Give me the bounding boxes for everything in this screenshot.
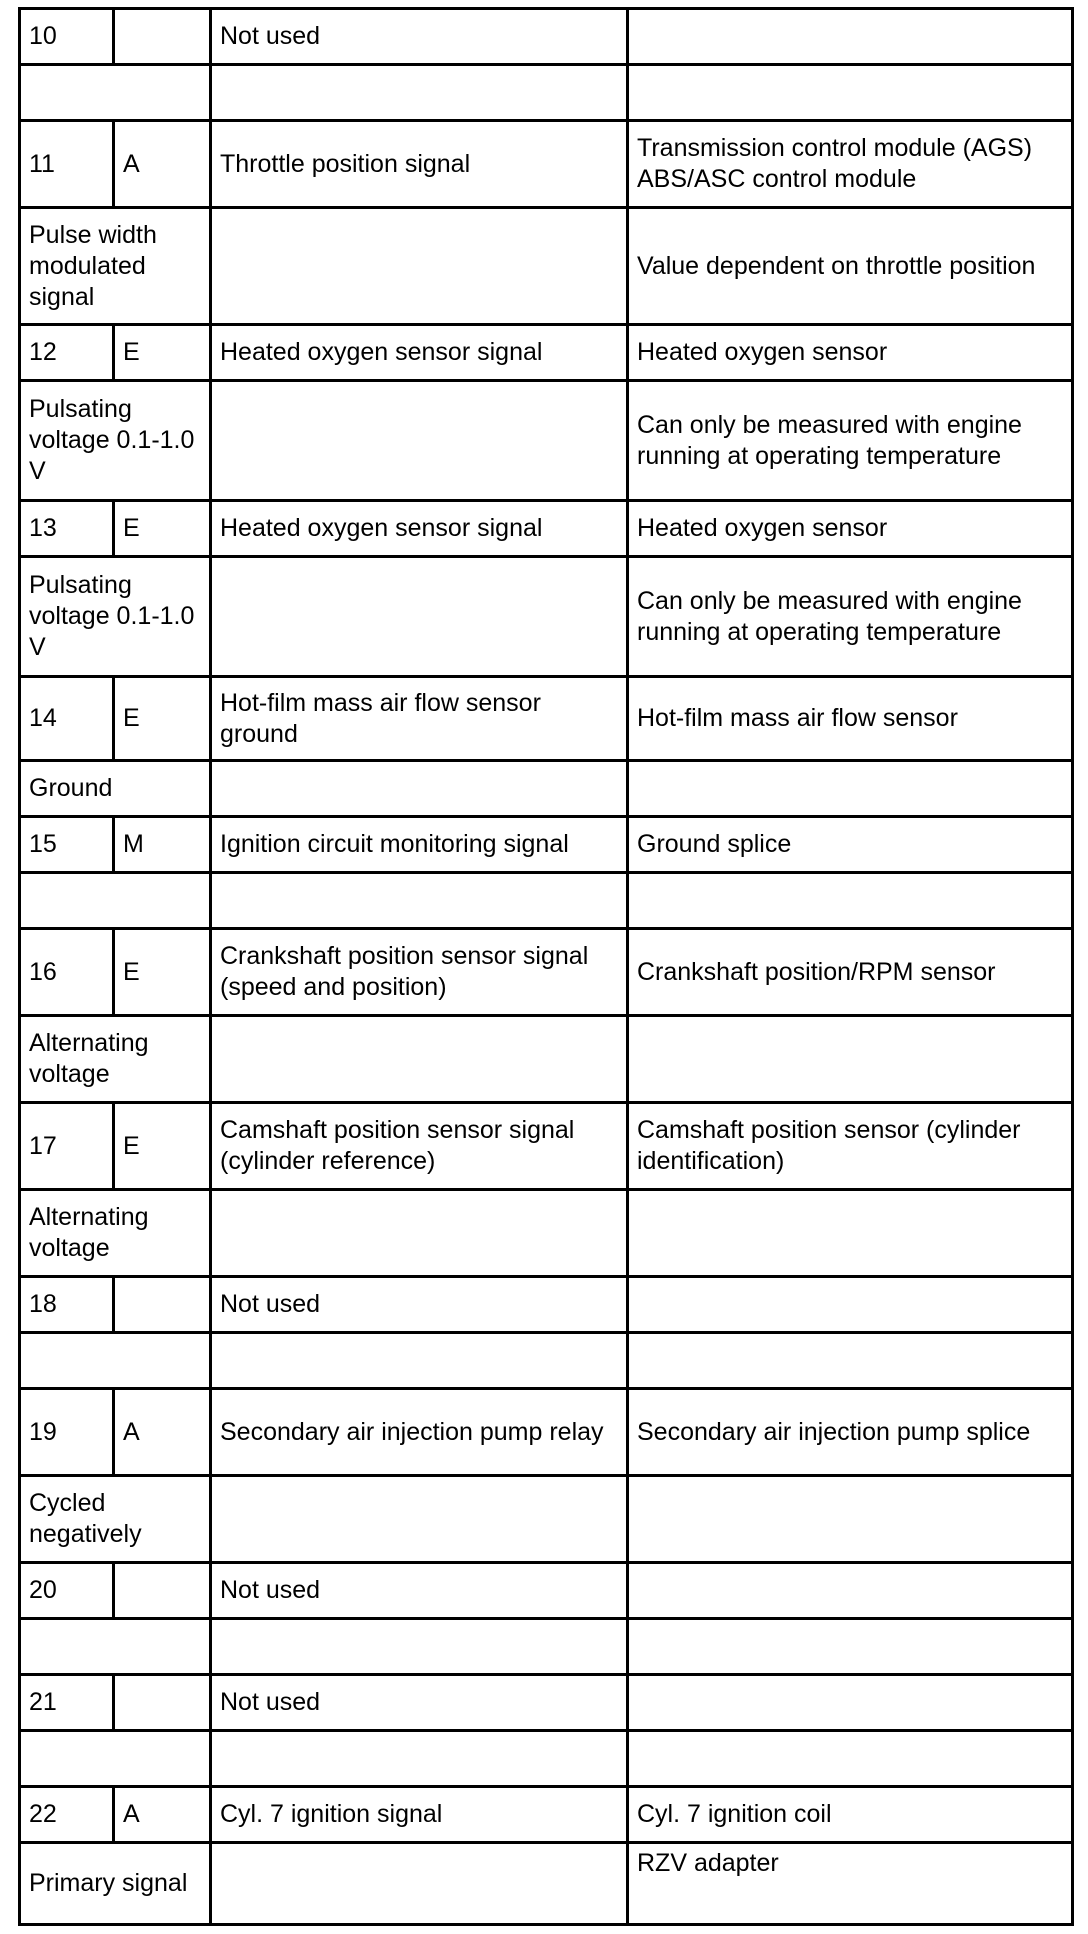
signal-type-cell: E (114, 501, 211, 557)
empty-cell (211, 557, 628, 677)
note-detail-cell (628, 1016, 1073, 1103)
signal-type-cell: A (114, 1389, 211, 1476)
table-row (20, 325, 1073, 381)
signal-note-cell: Pulsating voltage 0.1-1.0 V (20, 557, 211, 677)
table-row (20, 501, 1073, 557)
table-row (20, 1389, 1073, 1476)
signal-type-cell: E (114, 677, 211, 761)
pin-number-cell: 19 (20, 1389, 114, 1476)
signal-note-cell: Pulse width modulated signal (20, 208, 211, 325)
empty-cell (211, 1016, 628, 1103)
empty-cell (211, 65, 628, 121)
table-row (20, 817, 1073, 873)
component-cell (628, 1675, 1073, 1731)
signal-note-cell (20, 1333, 211, 1389)
empty-cell (211, 1333, 628, 1389)
component-cell (628, 9, 1073, 65)
pin-number-cell: 15 (20, 817, 114, 873)
description-cell: Crankshaft position sensor signal (speed and position) (211, 929, 628, 1016)
description-cell: Heated oxygen sensor signal (211, 501, 628, 557)
signal-type-cell: E (114, 929, 211, 1016)
signal-note-cell (20, 1731, 211, 1787)
table-row (20, 208, 1073, 325)
note-detail-cell: Value dependent on throttle position (628, 208, 1073, 325)
table-row (20, 1619, 1073, 1675)
table-row (20, 1675, 1073, 1731)
table-row (20, 1843, 1073, 1925)
component-cell: Ground splice (628, 817, 1073, 873)
note-detail-cell (628, 65, 1073, 121)
empty-cell (211, 1619, 628, 1675)
table-row (20, 929, 1073, 1016)
table-row (20, 1277, 1073, 1333)
note-detail-cell (628, 1731, 1073, 1787)
table-row (20, 381, 1073, 501)
description-cell: Not used (211, 1277, 628, 1333)
component-cell: Crankshaft position/RPM sensor (628, 929, 1073, 1016)
pin-number-cell: 14 (20, 677, 114, 761)
signal-type-cell (114, 1675, 211, 1731)
signal-note-cell: Primary signal (20, 1843, 211, 1925)
description-cell: Hot-film mass air flow sensor ground (211, 677, 628, 761)
description-cell: Not used (211, 1675, 628, 1731)
note-detail-cell (628, 1333, 1073, 1389)
empty-cell (211, 873, 628, 929)
component-cell: Transmission control module (AGS) ABS/ASC control module (628, 121, 1073, 208)
pin-number-cell: 11 (20, 121, 114, 208)
component-cell (628, 1563, 1073, 1619)
pin-number-cell: 18 (20, 1277, 114, 1333)
description-cell: Secondary air injection pump relay (211, 1389, 628, 1476)
signal-type-cell: M (114, 817, 211, 873)
empty-cell (211, 1476, 628, 1563)
table-row (20, 1016, 1073, 1103)
table-row (20, 1787, 1073, 1843)
table-row (20, 1333, 1073, 1389)
component-cell (628, 1277, 1073, 1333)
pin-number-cell: 16 (20, 929, 114, 1016)
table-row (20, 1731, 1073, 1787)
signal-note-cell (20, 65, 211, 121)
table-row (20, 1476, 1073, 1563)
empty-cell (211, 1843, 628, 1925)
description-cell: Cyl. 7 ignition signal (211, 1787, 628, 1843)
signal-type-cell (114, 1563, 211, 1619)
empty-cell (211, 1731, 628, 1787)
signal-note-cell: Pulsating voltage 0.1-1.0 V (20, 381, 211, 501)
pin-number-cell: 12 (20, 325, 114, 381)
note-detail-cell: Can only be measured with engine running at operating temperature (628, 557, 1073, 677)
component-cell: Camshaft position sensor (cylinder identification) (628, 1103, 1073, 1190)
pin-assignment-table (18, 7, 1074, 1926)
pin-number-cell: 22 (20, 1787, 114, 1843)
signal-type-cell: A (114, 1787, 211, 1843)
table-row (20, 65, 1073, 121)
description-cell: Ignition circuit monitoring signal (211, 817, 628, 873)
note-detail-cell: Can only be measured with engine running at operating temperature (628, 381, 1073, 501)
table-row (20, 1563, 1073, 1619)
empty-cell (211, 381, 628, 501)
description-cell: Not used (211, 9, 628, 65)
signal-type-cell: E (114, 325, 211, 381)
signal-type-cell: A (114, 121, 211, 208)
empty-cell (211, 208, 628, 325)
signal-note-cell: Alternating voltage (20, 1190, 211, 1277)
table-row (20, 9, 1073, 65)
signal-type-cell (114, 9, 211, 65)
signal-note-cell: Cycled negatively (20, 1476, 211, 1563)
pin-number-cell: 13 (20, 501, 114, 557)
signal-note-cell (20, 1619, 211, 1675)
signal-note-cell: Ground (20, 761, 211, 817)
note-detail-cell: RZV adapter (628, 1843, 1073, 1925)
pin-number-cell: 17 (20, 1103, 114, 1190)
description-cell: Throttle position signal (211, 121, 628, 208)
component-cell: Hot-film mass air flow sensor (628, 677, 1073, 761)
table-row (20, 677, 1073, 761)
pin-number-cell: 21 (20, 1675, 114, 1731)
table-row (20, 1103, 1073, 1190)
component-cell: Cyl. 7 ignition coil (628, 1787, 1073, 1843)
component-cell: Secondary air injection pump splice (628, 1389, 1073, 1476)
table-row (20, 761, 1073, 817)
table-row (20, 557, 1073, 677)
table-row (20, 873, 1073, 929)
pin-number-cell: 20 (20, 1563, 114, 1619)
signal-note-cell (20, 873, 211, 929)
component-cell: Heated oxygen sensor (628, 325, 1073, 381)
note-detail-cell (628, 761, 1073, 817)
table-row (20, 121, 1073, 208)
description-cell: Camshaft position sensor signal (cylinder reference) (211, 1103, 628, 1190)
empty-cell (211, 761, 628, 817)
pin-number-cell: 10 (20, 9, 114, 65)
empty-cell (211, 1190, 628, 1277)
component-cell: Heated oxygen sensor (628, 501, 1073, 557)
note-detail-cell (628, 873, 1073, 929)
note-detail-cell (628, 1190, 1073, 1277)
signal-type-cell (114, 1277, 211, 1333)
note-detail-cell (628, 1619, 1073, 1675)
description-cell: Not used (211, 1563, 628, 1619)
signal-type-cell: E (114, 1103, 211, 1190)
note-detail-cell (628, 1476, 1073, 1563)
table-row (20, 1190, 1073, 1277)
signal-note-cell: Alternating voltage (20, 1016, 211, 1103)
description-cell: Heated oxygen sensor signal (211, 325, 628, 381)
